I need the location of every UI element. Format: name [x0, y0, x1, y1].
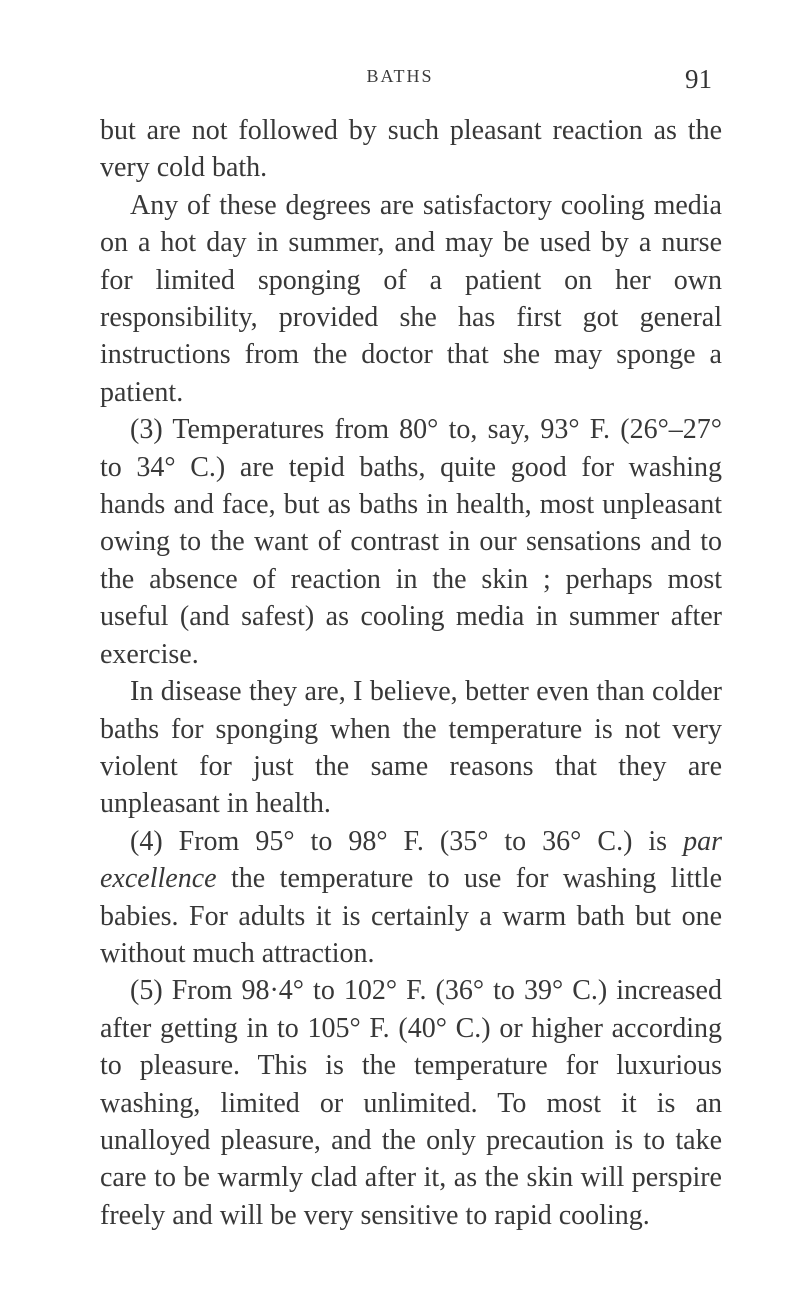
- item-4-text-after: the temperature to use for washing little babies. For adults it is certainly a warm bath but one without much attraction.: [100, 863, 722, 969]
- running-title: BATHS: [366, 66, 434, 86]
- paragraph-disease: In disease they are, I believe, better even than colder baths for sponging when the temperature is not very violent for just the same reasons that they are unpleasant in health.: [100, 676, 722, 820]
- paragraph-item-4: [100, 823, 722, 973]
- paragraph-continuation: but are not followed by such pleasant reaction as the very cold bath.: [100, 115, 722, 184]
- body-text: [100, 112, 722, 1234]
- page-number: 91: [685, 64, 712, 94]
- paragraph-item-3: (3) Temperatures from 80° to, say, 93° F. (26°–27° to 34° C.) are tepid baths, quite good for washing hands and face, but as baths in health, most unpleasant owing to the want of contrast in our sensations and to the absence of reaction in the skin ; perhaps most useful (and safest) as cooling media in summer after exercise.: [100, 414, 722, 670]
- item-4-italic-phrase: par excellence: [100, 825, 722, 895]
- paragraph-cooling-media: Any of these degrees are satisfactory cooling media on a hot day in summer, and may be used by a nurse for limited sponging of a patient on her own responsibility, provided she has first got general instructions from the doctor that she may sponge a patient.: [100, 189, 722, 408]
- paragraph-item-5: (5) From 98·4° to 102° F. (36° to 39° C.) increased after getting in to 105° F. (40° C.) or higher according to pleasure. This is the temperature for luxurious washing, limited or unlimited. To most it is an unalloyed pleasure, and the only precaution is to take care to be warmly clad after it, as the skin will perspire freely and will be very sensitive to rapid cooling.: [100, 975, 722, 1231]
- item-4-text-before: (4) From 95° to 98° F. (35° to 36° C.) is: [130, 825, 684, 857]
